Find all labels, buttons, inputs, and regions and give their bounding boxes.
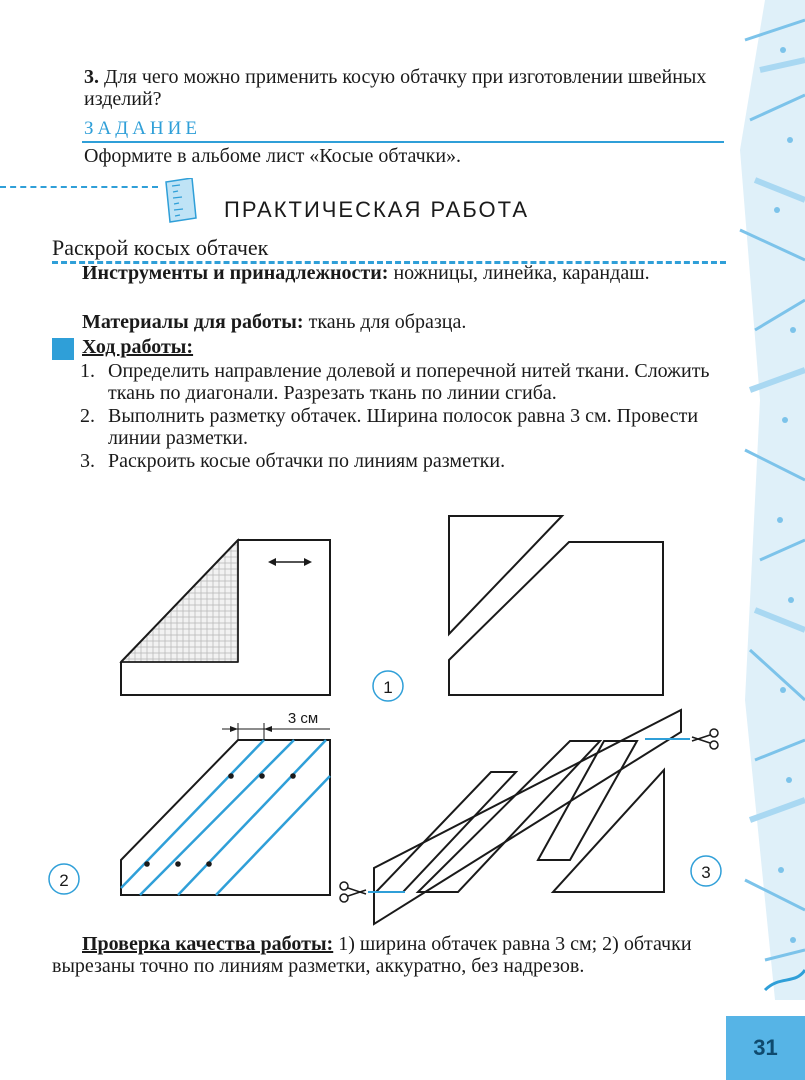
practical-subtitle: Раскрой косых обтачек — [52, 235, 269, 260]
step-text: Раскроить косые обтачки по линиям разметки. — [108, 450, 506, 472]
materials-label: Материалы для работы: — [82, 311, 304, 333]
figure-label-3-text: 3 — [701, 863, 711, 882]
step-number: 2. — [80, 405, 95, 427]
figure-label-1 — [373, 671, 403, 701]
step-number: 3. — [80, 450, 95, 472]
tools-label: Инструменты и принадлежности: — [82, 262, 389, 284]
marking-lines — [121, 740, 330, 895]
materials-paragraph — [82, 311, 466, 333]
figure-label-2 — [49, 864, 79, 894]
task-text: Оформите в альбоме лист «Косые обтачки». — [84, 145, 462, 167]
figure-3-cut-strips — [374, 710, 681, 924]
quality-text: 1) ширина обтачек равна 3 см; 2) обтачки вырезаны точно по линиям разметки, аккуратно, без надрезов. — [52, 933, 692, 977]
step-number: 1. — [80, 360, 95, 382]
step-item — [80, 360, 730, 404]
task-divider — [82, 141, 724, 143]
tools-paragraph — [52, 262, 728, 284]
figure-label-1-text: 1 — [383, 678, 393, 697]
figure-1-cut-fabric — [449, 516, 663, 695]
step-text: Выполнить разметку обтачек. Ширина полосок равна 3 см. Провести линии разметки. — [108, 405, 699, 449]
width-label: 3 см — [287, 710, 319, 727]
figure-label-3 — [691, 856, 721, 886]
question-3 — [84, 66, 724, 110]
quality-label: Проверка качества работы: — [82, 933, 334, 955]
ruler-icon — [158, 178, 218, 226]
practical-dash-line — [0, 186, 158, 188]
question-3-number: 3. — [84, 66, 99, 88]
materials-text: ткань для образца. — [303, 311, 467, 333]
scissors-icon — [692, 729, 718, 749]
page-number: 31 — [726, 1016, 805, 1080]
cutting-illustration — [0, 500, 730, 930]
figure-label-2-text: 2 — [59, 871, 69, 890]
figure-2-marked-fabric — [121, 710, 330, 895]
steps-list — [80, 360, 730, 473]
scissors-icon — [340, 882, 366, 902]
question-3-text: Для чего можно применить косую обтачку при изготовлении швейных изделий? — [84, 66, 707, 110]
width-dimension — [222, 710, 330, 740]
task-title: ЗАДАНИЕ — [84, 118, 201, 139]
step-item — [80, 405, 730, 449]
grain-arrow-icon — [268, 558, 312, 566]
quality-check-paragraph — [52, 933, 728, 977]
tools-text: ножницы, линейка, карандаш. — [388, 262, 650, 284]
progress-marker — [52, 338, 74, 360]
figure-1-folded-fabric — [121, 540, 330, 695]
step-text: Определить направление долевой и поперечной нитей ткани. Сложить ткань по диагонали. Разрезать ткань по линии сгиба. — [108, 360, 710, 404]
step-item — [80, 450, 730, 472]
progress-title: Ход работы: — [82, 336, 194, 358]
practical-title: ПРАКТИЧЕСКАЯ РАБОТА — [224, 197, 530, 222]
